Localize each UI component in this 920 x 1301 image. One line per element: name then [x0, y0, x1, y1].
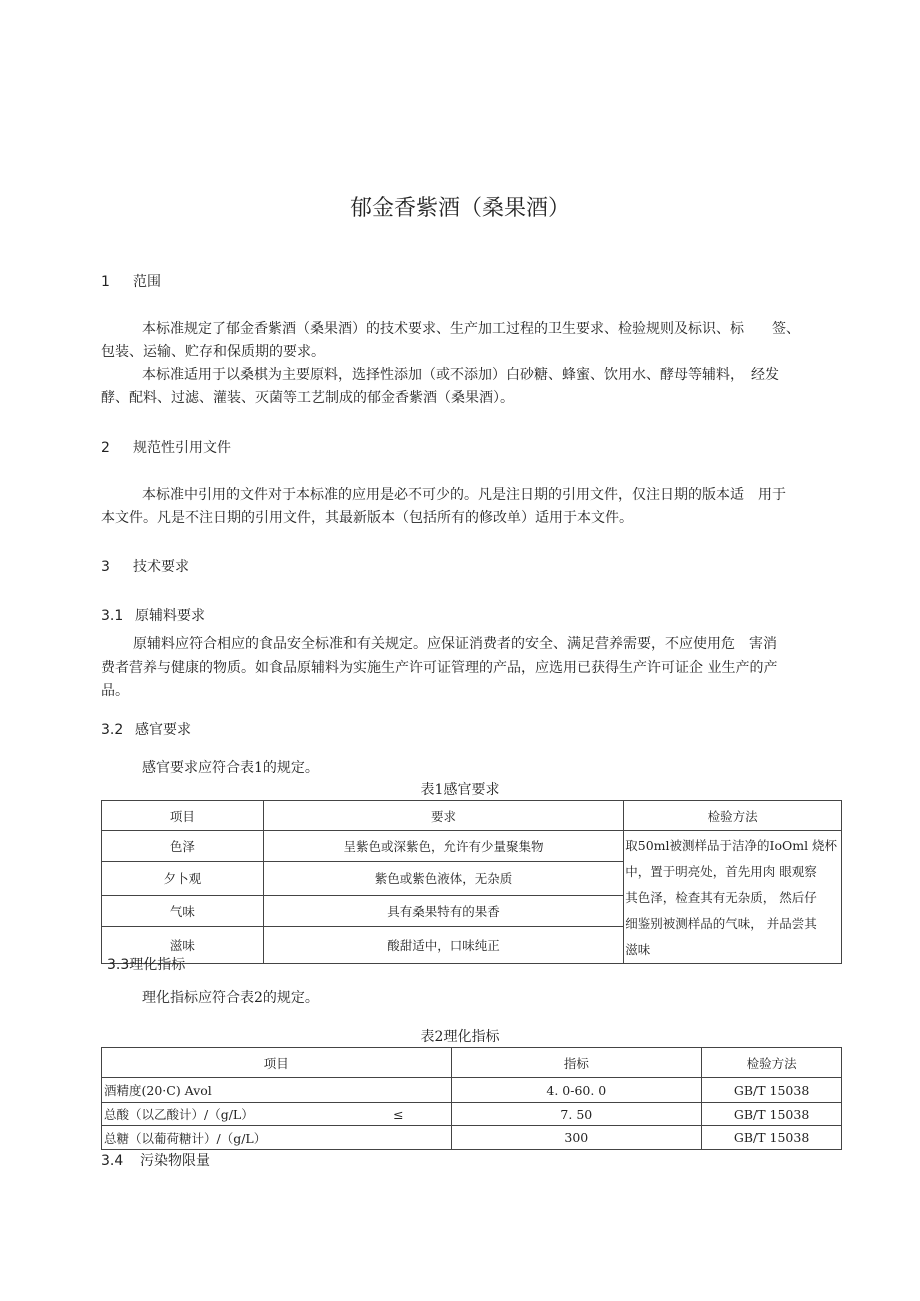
table-row	[102, 1103, 842, 1126]
document-title: 郁金香紫酒（桑果酒）	[349, 196, 570, 221]
paragraph-line: 本标准规定了郁金香紫酒（桑果酒）的技术要求、生产加工过程的卫生要求、检验规则及标识、标 签、	[142, 321, 800, 337]
paragraph-line: 酵、配料、过滤、灌装、灭菌等工艺制成的郁金香紫酒（桑果酒）。	[101, 390, 514, 406]
paragraph-line: 本文件。凡是不注日期的引用文件，其最新版本（包括所有的修改单）适用于本文件。	[101, 510, 633, 526]
section-3-1-heading: 原辅料要求	[135, 608, 205, 624]
paragraph-line: 费者营养与健康的物质。如食品原辅料为实施生产许可证管理的产品，应选用已获得生产许可证企 业生产的产	[101, 660, 778, 676]
paragraph-line: 本标准适用于以桑棋为主要原料，选择性添加（或不添加）白砂糖、蜂蜜、饮用水、酵母等辅料， 经发	[142, 367, 779, 383]
table-cell	[391, 1126, 451, 1150]
table-cell: 7. 50	[451, 1103, 702, 1126]
section-3-2-heading: 感官要求	[135, 722, 191, 738]
table-cell: 4. 0-60. 0	[451, 1078, 702, 1103]
table-cell: 紫色或紫色液体，无杂质	[263, 861, 623, 896]
table-cell: 300	[451, 1126, 702, 1150]
section-3-4-number: 3.4	[101, 1153, 124, 1169]
method-line: 细鉴别被测样品的气味， 并品尝其	[625, 916, 817, 931]
table-cell: 呈紫色或深紫色，允许有少量聚集物	[263, 831, 623, 862]
paragraph-line: 包装、运输、贮存和保质期的要求。	[101, 344, 325, 360]
paragraph-line: 原辅料应符合相应的食品安全标准和有关规定。应保证消费者的安全、满足营养需要，不应使用危 害消	[133, 636, 777, 652]
table-cell: 具有桑果特有的果香	[263, 896, 623, 927]
table-header: 项目	[102, 1048, 452, 1078]
table-cell: GB/T 15038	[702, 1078, 842, 1103]
table-header: 检验方法	[702, 1048, 842, 1078]
method-line: 滋味	[625, 942, 651, 957]
table-header: 要求	[263, 801, 623, 831]
section-3-3-heading: 3.3理化指标	[107, 957, 186, 973]
table-cell: 酸甜适中，口味纯正	[263, 926, 623, 963]
table-cell: 色泽	[102, 831, 264, 862]
section-1-heading: 范围	[133, 274, 161, 290]
table-cell: 气味	[102, 896, 264, 927]
table-cell: 酒精度(20·C) Avol	[102, 1078, 392, 1103]
paragraph-line: 本标准中引用的文件对于本标准的应用是必不可少的。凡是注日期的引用文件，仅注日期的版本适 用于	[142, 487, 786, 503]
section-2-number: 2	[101, 440, 110, 456]
table-cell: 夕卜观	[102, 861, 264, 896]
section-3-1-number: 3.1	[101, 608, 124, 624]
table-row	[102, 831, 842, 862]
table-header: 项目	[102, 801, 264, 831]
section-2-heading: 规范性引用文件	[133, 440, 231, 456]
table-cell: 总酸（以乙酸计）/（g/L）	[102, 1103, 392, 1126]
table-cell: GB/T 15038	[702, 1126, 842, 1150]
table-1-caption: 表1感官要求	[420, 782, 500, 798]
paragraph-line: 感官要求应符合表1的规定。	[142, 760, 319, 776]
table-cell: GB/T 15038	[702, 1103, 842, 1126]
table-1	[101, 800, 842, 964]
table-row	[102, 1126, 842, 1150]
section-3-2-number: 3.2	[101, 722, 124, 738]
section-3-4-heading: 污染物限量	[140, 1153, 210, 1169]
section-3-heading: 技术要求	[133, 559, 189, 575]
section-3-number: 3	[101, 559, 110, 575]
method-line: 取50ml被测样品于洁净的IoOml 烧杯	[625, 838, 838, 853]
table-2	[101, 1047, 842, 1150]
table-header: 检验方法	[624, 801, 842, 831]
table-cell: 总糖（以葡荷糖计）/（g/L）	[102, 1126, 392, 1150]
table-2-caption: 表2理化指标	[420, 1029, 500, 1045]
table-row	[102, 1078, 842, 1103]
table-cell: ≤	[391, 1103, 451, 1126]
section-1-number: 1	[101, 274, 110, 290]
method-line: 中，置于明亮处，首先用肉 眼观察	[625, 864, 817, 879]
paragraph-line: 品。	[101, 683, 129, 699]
table-cell	[391, 1078, 451, 1103]
method-line: 其色泽，检查其有无杂质， 然后仔	[625, 890, 817, 905]
table-header: 指标	[451, 1048, 702, 1078]
inspection-method-cell	[624, 831, 842, 964]
paragraph-line: 理化指标应符合表2的规定。	[142, 990, 319, 1006]
table-cell: 滋味	[102, 926, 264, 963]
